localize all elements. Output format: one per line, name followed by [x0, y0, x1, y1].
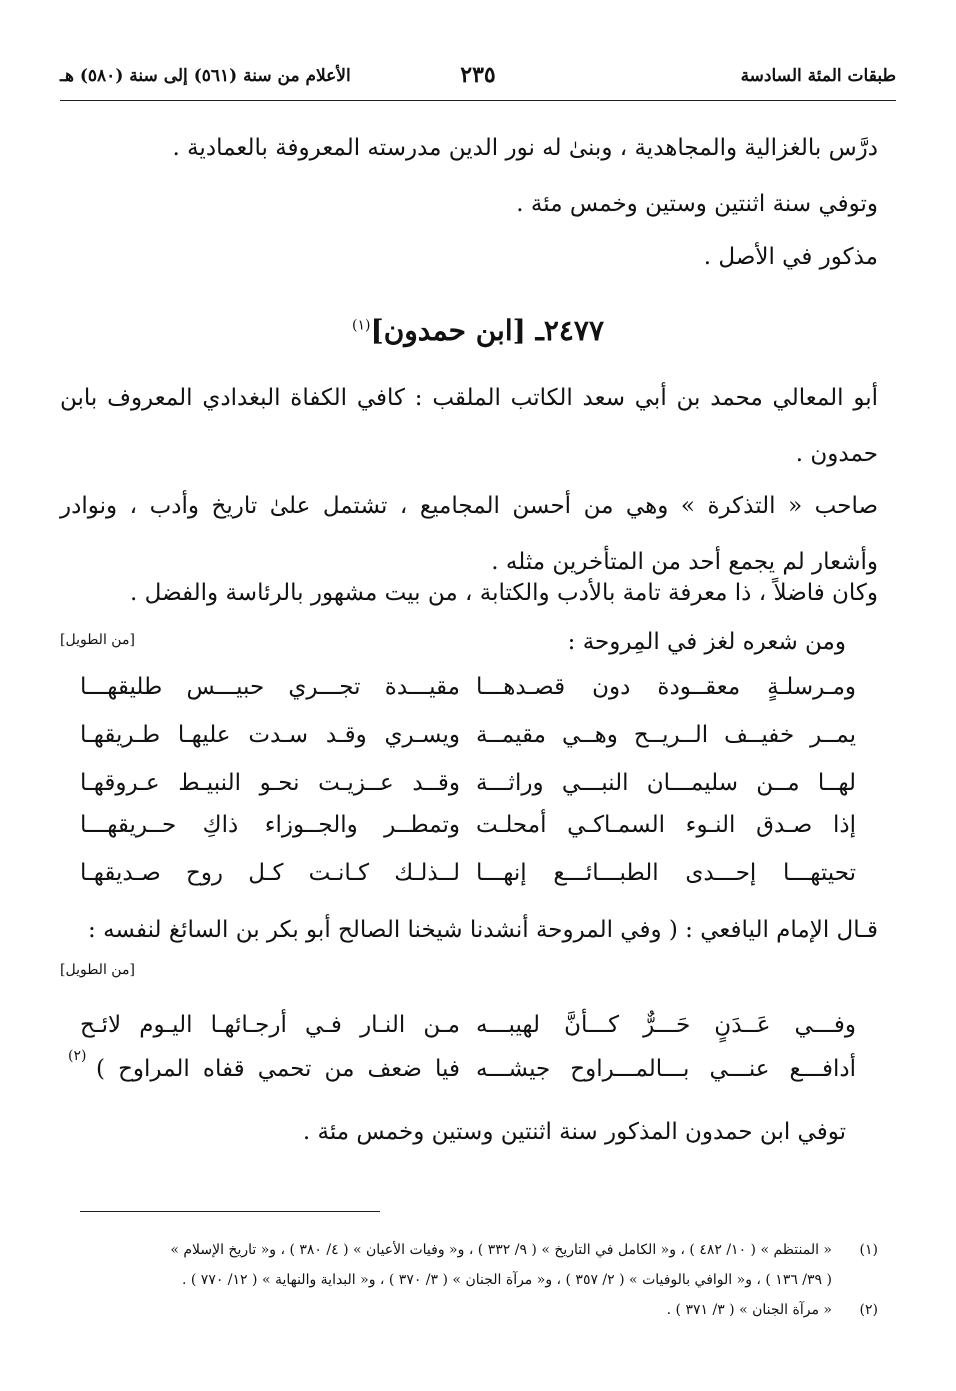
entry-paragraph-2: صاحب « التذكرة » وهي من أحسن المجاميع ، تشتمل علىٰ تاريخ وأدب ، ونوادر وأشعار لم يجمع أحد من المتأخرين مثله .	[60, 493, 878, 575]
verse-second-hemistich: لــذلـك كـانـت كـل روح صـديقهـا	[80, 860, 460, 886]
footnote-text: ( ٣٩/ ١٣٦ ) ، و« الوافي بالوفيات » ( ٢/ ٣٥٧ ) ، و« مرآة الجنان » ( ٣/ ٣٧٠ ) ، و« البداية والنهاية » ( ١٢/ ٧٧٠ ) .	[181, 1272, 832, 1288]
poem2-footnote-ref: (٢)	[68, 1048, 87, 1064]
footnote-1	[50, 1236, 878, 1264]
verse-second-hemistich: ويسـري وقـد سـدت عليهـا طـريقهـا	[80, 722, 460, 748]
header-section-title: طبقات المئة السادسة	[740, 66, 896, 86]
footnote-text: « مرآة الجنان » ( ٣/ ٣٧١ ) .	[666, 1302, 832, 1318]
entry-title	[0, 314, 956, 347]
verse-first-hemistich: ومـرسلـةٍ معقــودة دون قصـدهـــا	[476, 674, 856, 700]
poem1-verse	[60, 812, 856, 856]
top-line-2: وتوفي سنة اثنتين وستين وخمس مئة .	[516, 191, 878, 217]
poem1-meter-label: [من الطويل]	[60, 632, 135, 648]
poem2-verse	[60, 1012, 856, 1056]
footnote-number: (١)	[859, 1242, 878, 1258]
footnote-text: « المنتظم » ( ١٠/ ٤٨٢ ) ، و« الكامل في التاريخ » ( ٩/ ٣٣٢ ) ، و« وفيات الأعيان » ( ٤/ ٣٨٠ ) ، و« تاريخ الإسلام »	[170, 1242, 832, 1258]
footnote-divider	[80, 1211, 380, 1212]
verse-first-hemistich: وفـــي عَــدَنٍ حَـــرٌّ كـــأنَّ لهيبـــه	[476, 1012, 856, 1038]
verse-first-hemistich: تحيتهـــا إحـــدى الطبـــائـــع إنهـــا	[476, 860, 856, 886]
verse-first-hemistich: يمــر خفيــف الــريــح وهــي مقيمــة	[476, 722, 856, 748]
verse-second-hemistich: مقيـــدة تجـــري حبيـــس طليقهـــا	[80, 674, 460, 700]
entry-title-footnote-ref: (١)	[352, 317, 371, 334]
entry-paragraph-4: قـال الإمام اليافعي : ( وفي المروحة أنشدنا شيخنا الصالح أبو بكر بن السائغ لنفسه :	[88, 917, 878, 943]
page-number: ٢٣٥	[460, 62, 496, 88]
footnote-2	[50, 1296, 878, 1324]
poem1-verse	[60, 674, 856, 718]
entry-paragraph-3: وكان فاضلاً ، ذا معرفة تامة بالأدب والكتابة ، من بيت مشهور بالرئاسة والفضل .	[130, 580, 878, 606]
poem2-meter-label: [من الطويل]	[60, 962, 135, 978]
verse-first-hemistich: أدافـــع عنـــي بـــالمـــراوح جيشـــه	[476, 1056, 856, 1082]
poem1-verse	[60, 770, 856, 814]
verse-second-hemistich: مـن النـار فـي أرجـائهـا اليـوم لائـح	[80, 1012, 460, 1038]
footnote-1-continued	[50, 1266, 832, 1294]
verse-second-hemistich: فيا ضعف من تحمي قفاه المراوح )	[96, 1056, 460, 1082]
running-header	[60, 62, 896, 98]
header-date-range: الأعلام من سنة (٥٦١) إلى سنة (٥٨٠) هـ	[60, 66, 351, 86]
verse-first-hemistich: لهــا مــن سليمـــان النبـــي وراثـــة	[476, 770, 856, 796]
entry-paragraph-1: أبو المعالي محمد بن أبي سعد الكاتب الملقب : كافي الكفاة البغدادي المعروف بابن حمدون .	[60, 385, 878, 467]
poem1-intro: ومن شعره لغز في المِروحة :	[567, 629, 846, 655]
poem2-verse	[60, 1048, 856, 1100]
poem1-verse	[60, 860, 856, 904]
entry-paragraph-5: توفي ابن حمدون المذكور سنة اثنتين وستين وخمس مئة .	[302, 1119, 846, 1145]
verse-first-hemistich: إذا صـدق النـوء السمـاكـي أمحلـت	[476, 812, 856, 838]
poem1-verse	[60, 722, 856, 766]
entry-title-text: ٢٤٧٧ـ [ابن حمدون]	[370, 314, 604, 347]
header-divider	[60, 100, 896, 101]
top-line-3: مذكور في الأصل .	[703, 244, 878, 270]
verse-second-hemistich: وقــد عــزيـت نحـو النبيـط عـروقهـا	[80, 770, 460, 796]
top-line-1: درَّس بالغزالية والمجاهدية ، وبنىٰ له نور الدين مدرسته المعروفة بالعمادية .	[172, 135, 878, 161]
verse-second-hemistich: وتمطــر والجــوزاء ذاكِ حــريقهـــا	[80, 812, 460, 838]
footnote-number: (٢)	[859, 1302, 878, 1318]
